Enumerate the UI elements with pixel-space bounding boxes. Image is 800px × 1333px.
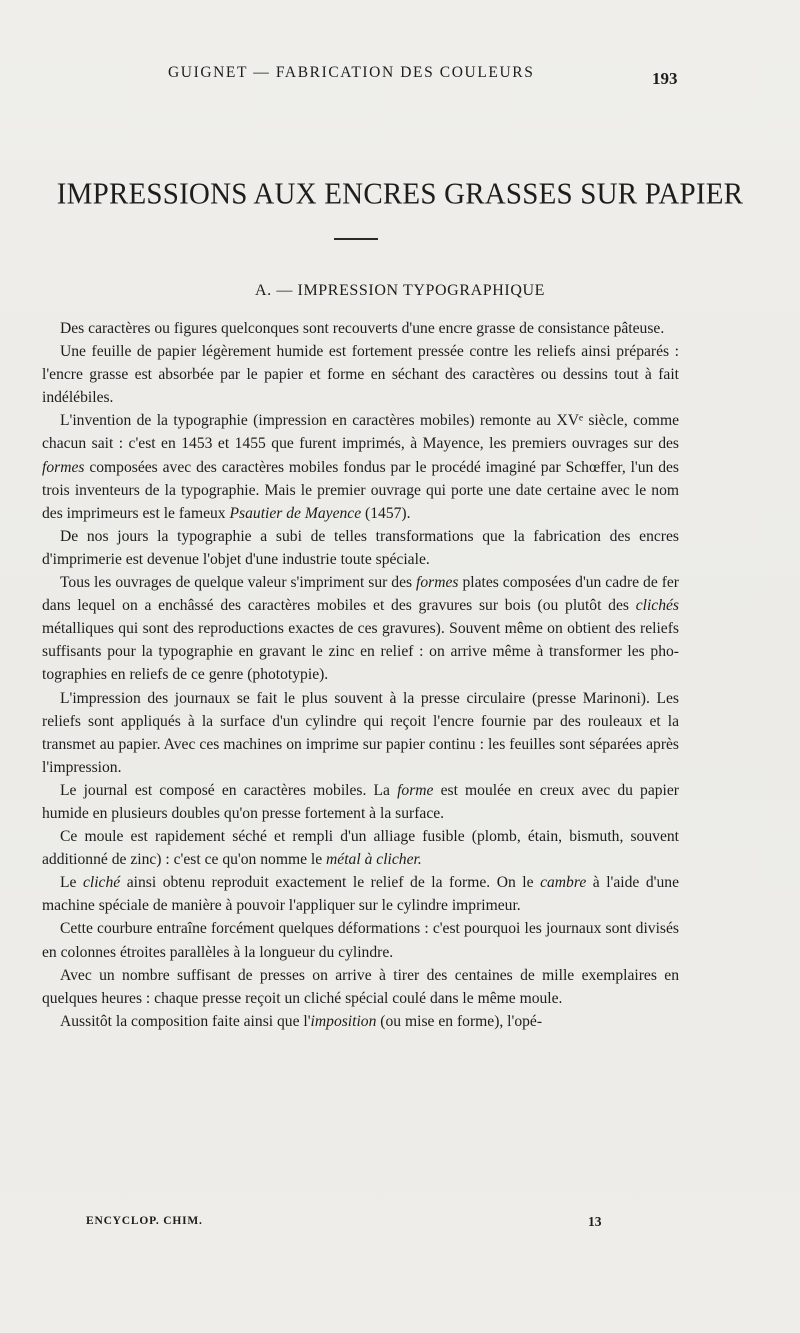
paragraph: [42, 917, 679, 963]
paragraph: [42, 779, 679, 825]
running-title: GUIGNET — FABRICATION DES COULEURS: [168, 64, 535, 81]
running-header: [0, 64, 800, 88]
text-run: Le: [60, 874, 83, 892]
footer-sheet-number: 13: [588, 1214, 602, 1229]
italic-term: cliché: [82, 874, 121, 892]
paragraph: [42, 964, 679, 1010]
text-run: Cette courbure entraîne forcément quelques déformations : c'est pourquoi les journaux sont divisés en colonnes étroites parallèles à la longueur du cylindre.: [42, 920, 679, 961]
text-run: composées avec des caractères mobiles fondus par le procédé imaginé par Schœffer, l'un des trois inventeurs de la typographie. Mais le premier ouvrage qui porte une date certaine avec le nom des imprimeurs est le fameux: [42, 458, 679, 522]
text-run: plates composées d'un cadre de fer dans lequel on a enchâssé des caractères mobiles et des gravures sur bois (ou plutôt des: [42, 574, 680, 615]
text-run: métalliques qui sont des reproductions exactes de ces gravures). Souvent même on obtient des reliefs suffisants pour la typographie en gravant le zinc en relief : on arrive même à transformer les photographies en reliefs de ce genre (phototypie).: [42, 620, 679, 684]
text-run: est moulée en creux avec du papier humide en plusieurs doubles qu'on presse fortement à la surface.: [42, 781, 680, 822]
paragraph: [42, 871, 679, 917]
italic-term: métal à clicher.: [326, 851, 422, 869]
paragraph: [42, 525, 679, 571]
italic-term: imposition: [310, 1012, 377, 1030]
text-run: Le journal est composé en caractères mobiles. La: [60, 781, 398, 799]
paragraph: [42, 571, 679, 686]
italic-term: clichés: [635, 597, 679, 615]
italic-term: forme: [397, 781, 434, 799]
paragraph: [42, 1010, 679, 1033]
text-run: Ce moule est rapidement séché et rempli d'un alliage fusible (plomb, étain, bismuth, souvent additionné de zinc) : c'est ce qu'on nomme le: [42, 828, 679, 869]
paragraph: [42, 409, 679, 524]
italic-term: cambre: [540, 874, 587, 892]
text-run: De nos jours la typographie a subi de telles transformations que la fabrication des encres d'imprimerie est devenue l'objet d'une industrie toute spéciale.: [42, 527, 679, 568]
paragraph: [42, 687, 679, 779]
paragraph: [42, 317, 679, 340]
text-run: (1457).: [361, 504, 411, 522]
text-run: Des caractères ou figures quelconques sont recouverts d'une encre grasse de consistance pâteuse.: [60, 320, 665, 337]
chapter-title: IMPRESSIONS AUX ENCRES GRASSES SUR PAPIER: [56, 177, 744, 211]
text-run: L'impression des journaux se fait le plus souvent à la presse circulaire (presse Marinoni). Les reliefs sont appliqués à la surface d'un cylindre qui reçoit l'encre fournie par des rouleaux et la transmet au papier. Avec ces machines on imprime sur papier continu : les feuilles sont séparées après l'impression.: [42, 689, 679, 776]
body-text: [42, 317, 679, 1033]
section-heading: A. — IMPRESSION TYPOGRAPHIQUE: [254, 282, 546, 299]
paragraph: [42, 825, 679, 871]
text-run: Une feuille de papier légèrement humide est fortement pressée contre les reliefs ainsi préparés : l'encre grasse est absorbée par le papier et forme en séchant des caractères ou dessins tout à fait indélébiles.: [42, 343, 679, 407]
text-run: Tous les ouvrages de quelque valeur s'impriment sur des: [60, 574, 417, 592]
text-run: à l'aide d'une machine spéciale de manière à pouvoir l'appliquer sur le cylindre imprimeur.: [42, 874, 679, 915]
paragraph: [42, 340, 679, 409]
footer-signature: ENCYCLOP. CHIM.: [86, 1215, 203, 1227]
text-run: ainsi obtenu reproduit exactement le relief de la forme. On le: [120, 874, 541, 892]
italic-term: Psautier de Mayence: [229, 504, 362, 522]
italic-term: formes: [416, 574, 459, 592]
text-run: (ou mise en forme), l'opé-: [376, 1012, 543, 1030]
text-run: Aussitôt la composition faite ainsi que l': [60, 1012, 311, 1030]
italic-term: formes: [42, 458, 85, 476]
page-number: 193: [652, 69, 678, 88]
text-run: Avec un nombre suffisant de presses on arrive à tirer des centaines de mille exemplaires en quelques heures : chaque presse reçoit un cliché spécial coulé dans le même moule.: [42, 966, 679, 1007]
title-rule: [334, 238, 378, 240]
text-run: L'invention de la typographie (impression en caractères mobiles) remonte au XVᵉ siècle, comme chacun sait : c'est en 1453 et 1455 que furent imprimés, à Mayence, les premiers ouvrages sur des: [42, 412, 679, 453]
